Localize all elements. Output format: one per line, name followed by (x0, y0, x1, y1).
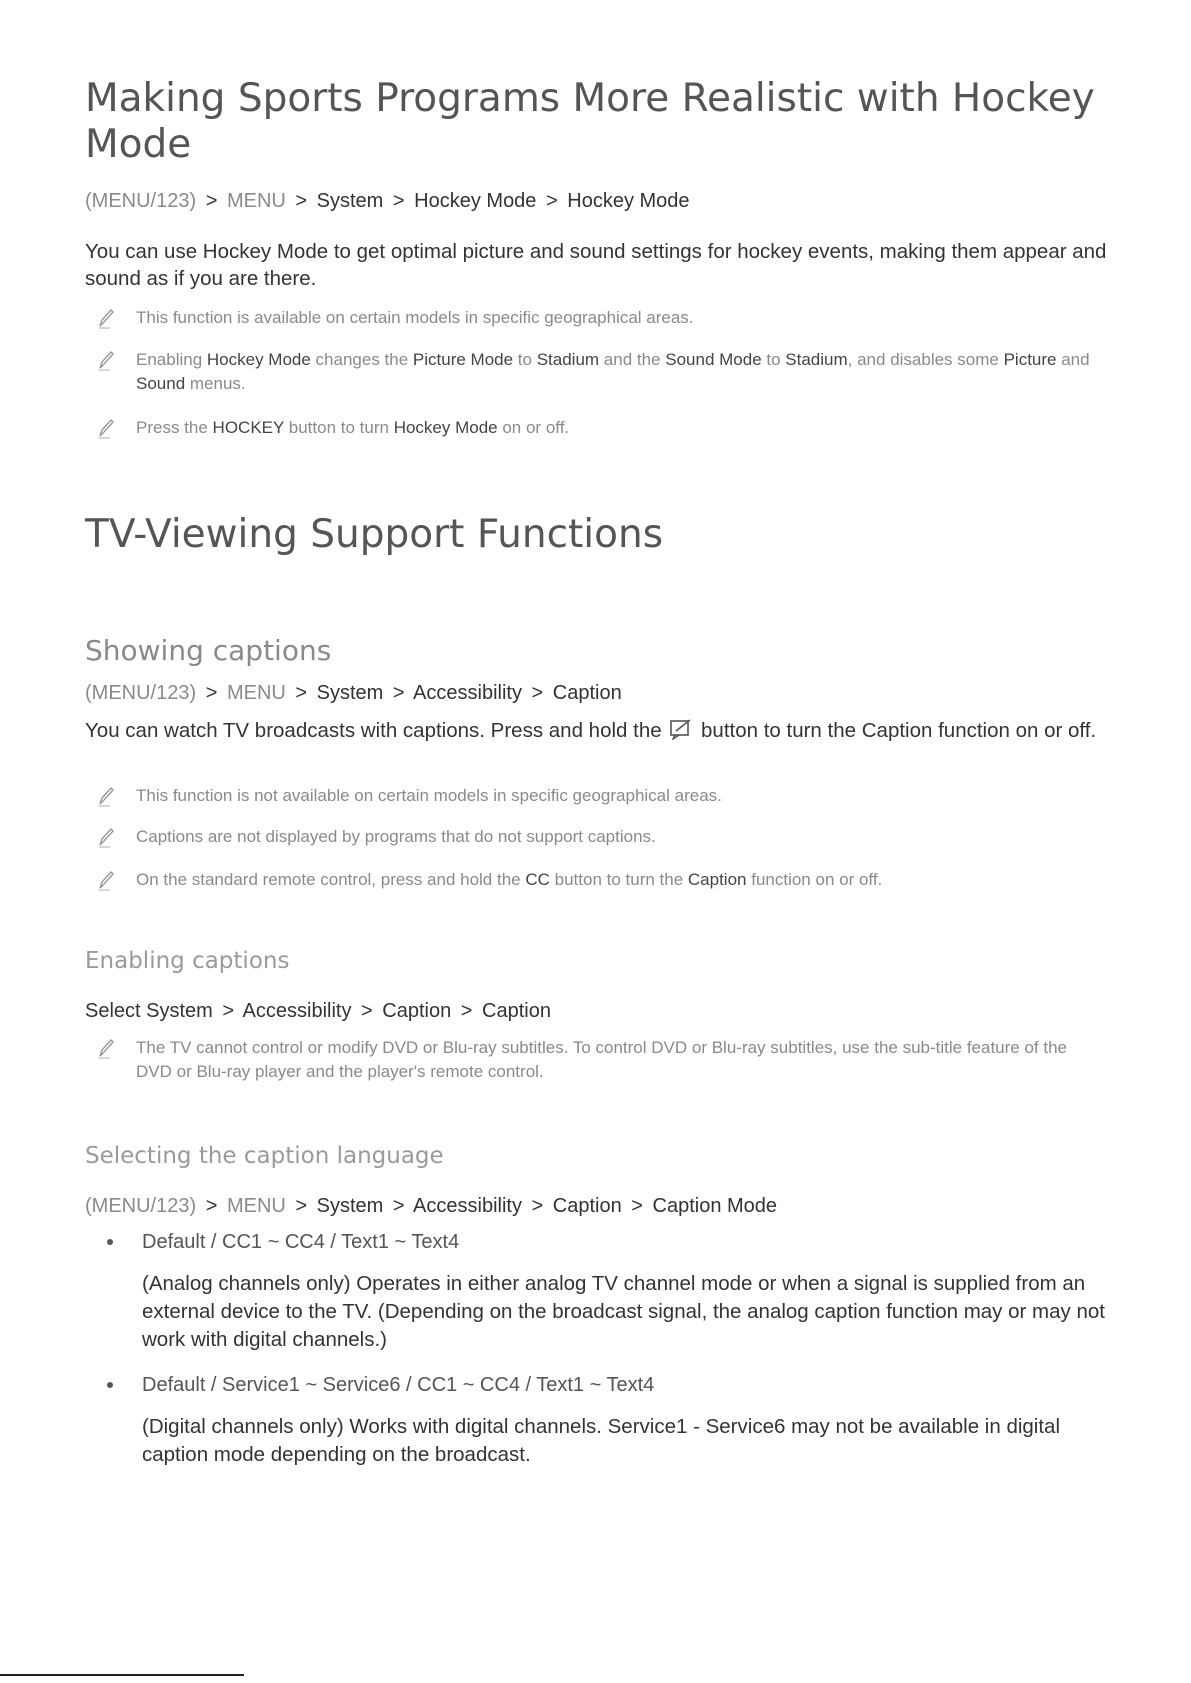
chevron-right-icon: > (546, 190, 558, 212)
menu-path-caption (85, 680, 1115, 706)
chevron-right-icon: > (205, 1195, 218, 1217)
cc-button-icon (669, 718, 693, 740)
text: You can watch TV broadcasts with captions. Press and hold the (85, 719, 668, 742)
hockey-intro-paragraph (85, 238, 1115, 292)
path-item: Hockey Mode (414, 190, 537, 212)
pencil-icon (94, 868, 116, 892)
bold-term: Hockey Mode (206, 350, 311, 369)
chevron-right-icon: > (361, 1000, 373, 1022)
text: and the (599, 350, 666, 369)
bold-term: Caption (861, 719, 933, 742)
path-item: Caption (552, 1195, 622, 1217)
captions-intro-paragraph (85, 717, 1115, 744)
bullet-description: (Analog channels only) Operates in either analog TV channel mode or when a signal is supplied from an external device to the TV. (Depending on the broadcast signal, the analog caption function may or may not work with digital channels.) (142, 1272, 1105, 1351)
path-item: (MENU/123) (85, 1195, 197, 1217)
subsection-title-caption-language: Selecting the caption language (85, 1143, 444, 1169)
text: button to turn the (695, 719, 862, 742)
title-line-2: Mode (85, 122, 192, 167)
bold-term: Stadium (536, 350, 600, 369)
text: changes the (310, 350, 413, 369)
note-text: The TV cannot control or modify DVD or Blu-ray subtitles. To control DVD or Blu-ray subtitles, use the sub-title feature of the DVD or Blu-ray player and the player's remote control. (136, 1038, 1068, 1081)
pencil-icon (94, 416, 116, 440)
bullet-dot (107, 1382, 113, 1388)
note-item (90, 348, 1105, 396)
path-lead: Select (85, 1000, 147, 1022)
text: on or off. (497, 418, 570, 437)
path-item: System (316, 682, 384, 704)
path-item: Accessibility (242, 1000, 352, 1022)
path-item: Caption Mode (652, 1195, 778, 1217)
text: button to turn (284, 418, 394, 437)
bold-term: Picture Mode (412, 350, 514, 369)
bold-term: Stadium (785, 350, 848, 369)
chevron-right-icon: > (460, 1000, 473, 1022)
bold-term: Hockey Mode (393, 418, 498, 437)
menu-path-enabling (85, 998, 1115, 1024)
chevron-right-icon: > (295, 1195, 308, 1217)
path-item: System (316, 1195, 384, 1217)
footer-rule (0, 1674, 244, 1676)
subsection-title-enabling-captions: Enabling captions (85, 948, 290, 974)
note-item (90, 784, 1105, 808)
chevron-right-icon: > (392, 190, 405, 212)
subsection-title-showing-captions: Showing captions (85, 634, 332, 667)
chevron-right-icon: > (205, 190, 218, 212)
chevron-right-icon: > (392, 1195, 405, 1217)
note-text: Captions are not displayed by programs that do not support captions. (136, 827, 656, 846)
bullet-dot (107, 1239, 113, 1245)
bold-term: CC (525, 870, 550, 889)
pencil-icon (94, 825, 116, 849)
path-item: Hockey Mode (567, 190, 690, 212)
chevron-right-icon: > (222, 1000, 235, 1022)
bullet-label: Default / CC1 ~ CC4 / Text1 ~ Text4 (142, 1231, 460, 1253)
bold-term: Hockey Mode (202, 240, 329, 263)
chevron-right-icon: > (631, 1195, 643, 1217)
bold-term: HOCKEY (212, 418, 285, 437)
note-item (90, 825, 1105, 849)
pencil-icon (94, 1036, 116, 1060)
text: to get optimal picture and sound settings for hockey events, making them appear and sound as if you are there. (85, 240, 1107, 290)
text: menus. (185, 374, 246, 393)
text: to (761, 350, 786, 369)
note-item (90, 306, 1105, 330)
text: and (1056, 350, 1090, 369)
path-item: (MENU/123) (85, 190, 197, 212)
section-title-tv-viewing: TV-Viewing Support Functions (85, 512, 664, 557)
text: to (513, 350, 537, 369)
chevron-right-icon: > (295, 682, 308, 704)
pencil-icon (94, 348, 116, 372)
text: Enabling (136, 350, 207, 369)
bold-term: Caption (687, 870, 747, 889)
note-item (90, 416, 1105, 440)
path-item: Accessibility (413, 682, 522, 704)
text: On the standard remote control, press and hold the (136, 870, 526, 889)
text: You can use (85, 240, 203, 263)
chevron-right-icon: > (531, 1195, 544, 1217)
chevron-right-icon: > (295, 190, 308, 212)
chevron-right-icon: > (392, 682, 405, 704)
path-item: Caption (482, 1000, 551, 1022)
path-item: MENU (226, 1195, 286, 1217)
path-item: System (316, 190, 384, 212)
path-item: MENU (226, 682, 286, 704)
bullet-label: Default / Service1 ~ Service6 / CC1 ~ CC4 / Text1 ~ Text4 (142, 1374, 655, 1396)
path-item: Caption (552, 682, 622, 704)
path-item: Caption (382, 1000, 452, 1022)
text: , and disables some (847, 350, 1004, 369)
pencil-icon (94, 784, 116, 808)
bold-term: Sound (136, 374, 186, 393)
chevron-right-icon: > (205, 682, 218, 704)
note-text: This function is not available on certain models in specific geographical areas. (136, 786, 722, 805)
note-item (90, 868, 1105, 892)
pencil-icon (94, 306, 116, 330)
chevron-right-icon: > (531, 682, 544, 704)
bold-term: Sound Mode (665, 350, 762, 369)
path-item: MENU (226, 190, 286, 212)
text: Press the (136, 418, 213, 437)
bullet-description: (Digital channels only) Works with digital channels. Service1 - Service6 may not be available in digital caption mode depending on the broadcast. (142, 1415, 1061, 1466)
title-line-1: Making Sports Programs More Realistic with Hockey (85, 76, 1095, 121)
menu-path-hockey (85, 188, 1115, 214)
path-item: (MENU/123) (85, 682, 197, 704)
note-item (90, 1036, 1105, 1084)
section-title-hockey-mode (85, 76, 1105, 168)
path-item: System (146, 1000, 213, 1022)
path-item: Accessibility (413, 1195, 522, 1217)
bold-term: Picture (1003, 350, 1057, 369)
text: function on or off. (932, 719, 1097, 742)
menu-path-caption-mode (85, 1193, 1115, 1219)
note-text: This function is available on certain models in specific geographical areas. (136, 308, 694, 327)
text: button to turn the (549, 870, 688, 889)
text: function on or off. (746, 870, 883, 889)
